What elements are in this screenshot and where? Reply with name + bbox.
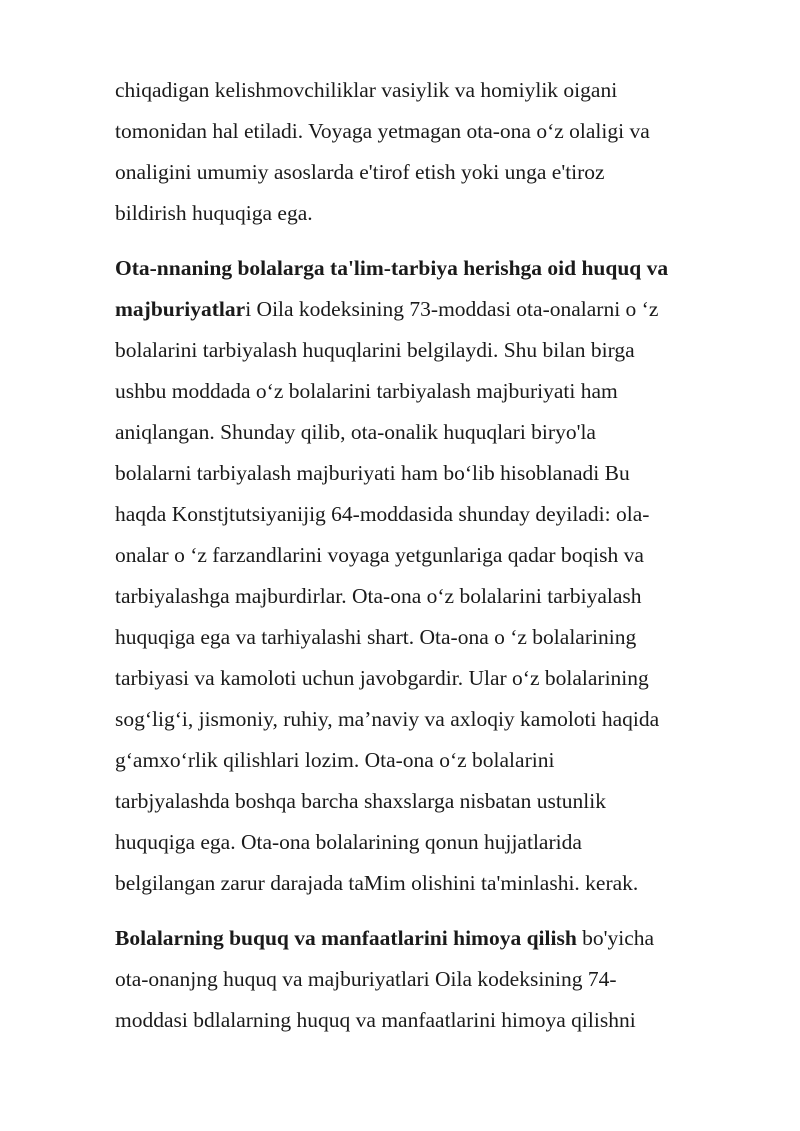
text-line <box>115 289 745 330</box>
text-line: tarbiyasi va kamoloti uchun javobgardir. Ular o‘z bolalarining <box>115 666 649 690</box>
text-line: tarbjyalashda boshqa barcha shaxslarga nisbatan ustunlik <box>115 789 606 813</box>
text-run: i Oila kodeksining 73-moddasi ota-onalarni o ‘z <box>245 297 659 321</box>
text-line: ushbu moddada o‘z bolalarini tarbiyalash majburiyati ham <box>115 379 618 403</box>
text-line: bildirish huquqiga ega. <box>115 201 313 225</box>
text-line: bolalarni tarbiyalash majburiyati ham bo‘lib hisoblanadi Bu <box>115 461 630 485</box>
section-heading: majburiyatlar <box>115 297 246 321</box>
paragraph-custody-disputes <box>115 70 745 234</box>
text-line: sog‘lig‘i, jismoniy, ruhiy, ma’naviy va axloqiy kamoloti haqida <box>115 707 660 731</box>
section-heading: Ota-nnaning bolalarga ta'lim-tarbiya herishga oid huquq va <box>115 256 669 280</box>
section-heading: Bolalarning buquq va manfaatlarini himoya qilish <box>115 926 577 950</box>
text-line <box>115 248 745 289</box>
text-line: huquqiga ega va tarhiyalashi shart. Ota-ona o ‘z bolalarining <box>115 625 637 649</box>
text-line: tarbiyalashga majburdirlar. Ota-ona o‘z bolalarini tarbiyalash <box>115 584 642 608</box>
text-line: moddasi bdlalarning huquq va manfaatlarini himoya qilishni <box>115 1008 636 1032</box>
text-line: haqda Konstjtutsiyanijig 64-moddasida shunday deyiladi: ola- <box>115 502 650 526</box>
text-line: bolalarini tarbiyalash huquqlarini belgilaydi. Shu bilan birga <box>115 338 635 362</box>
text-line: belgilangan zarur darajada taMim olishini ta'minlashi. kerak. <box>115 871 639 895</box>
paragraph-parental-education-rights <box>115 248 745 904</box>
text-line: aniqlangan. Shunday qilib, ota-onalik huquqlari biryo'la <box>115 420 596 444</box>
text-run: bo'yicha <box>576 926 655 950</box>
paragraph-protection-of-children <box>115 918 745 1041</box>
document-page <box>115 70 745 1055</box>
text-line <box>115 918 745 959</box>
text-line: ota-onanjng huquq va majburiyatlari Oila kodeksining 74- <box>115 967 617 991</box>
text-line: onalar o ‘z farzandlarini voyaga yetgunlariga qadar boqish va <box>115 543 644 567</box>
text-line: huquqiga ega. Ota-ona bolalarining qonun hujjatlarida <box>115 830 582 854</box>
text-line: g‘amxo‘rlik qilishlari lozim. Ota-ona o‘z bolalarini <box>115 748 555 772</box>
text-line: onaligini umumiy asoslarda e'tirof etish yoki unga e'tiroz <box>115 160 605 184</box>
text-line: tomonidan hal etiladi. Voyaga yetmagan ota-ona o‘z olaligi va <box>115 119 650 143</box>
text-line: chiqadigan kelishmovchiliklar vasiylik va homiylik oigani <box>115 78 618 102</box>
